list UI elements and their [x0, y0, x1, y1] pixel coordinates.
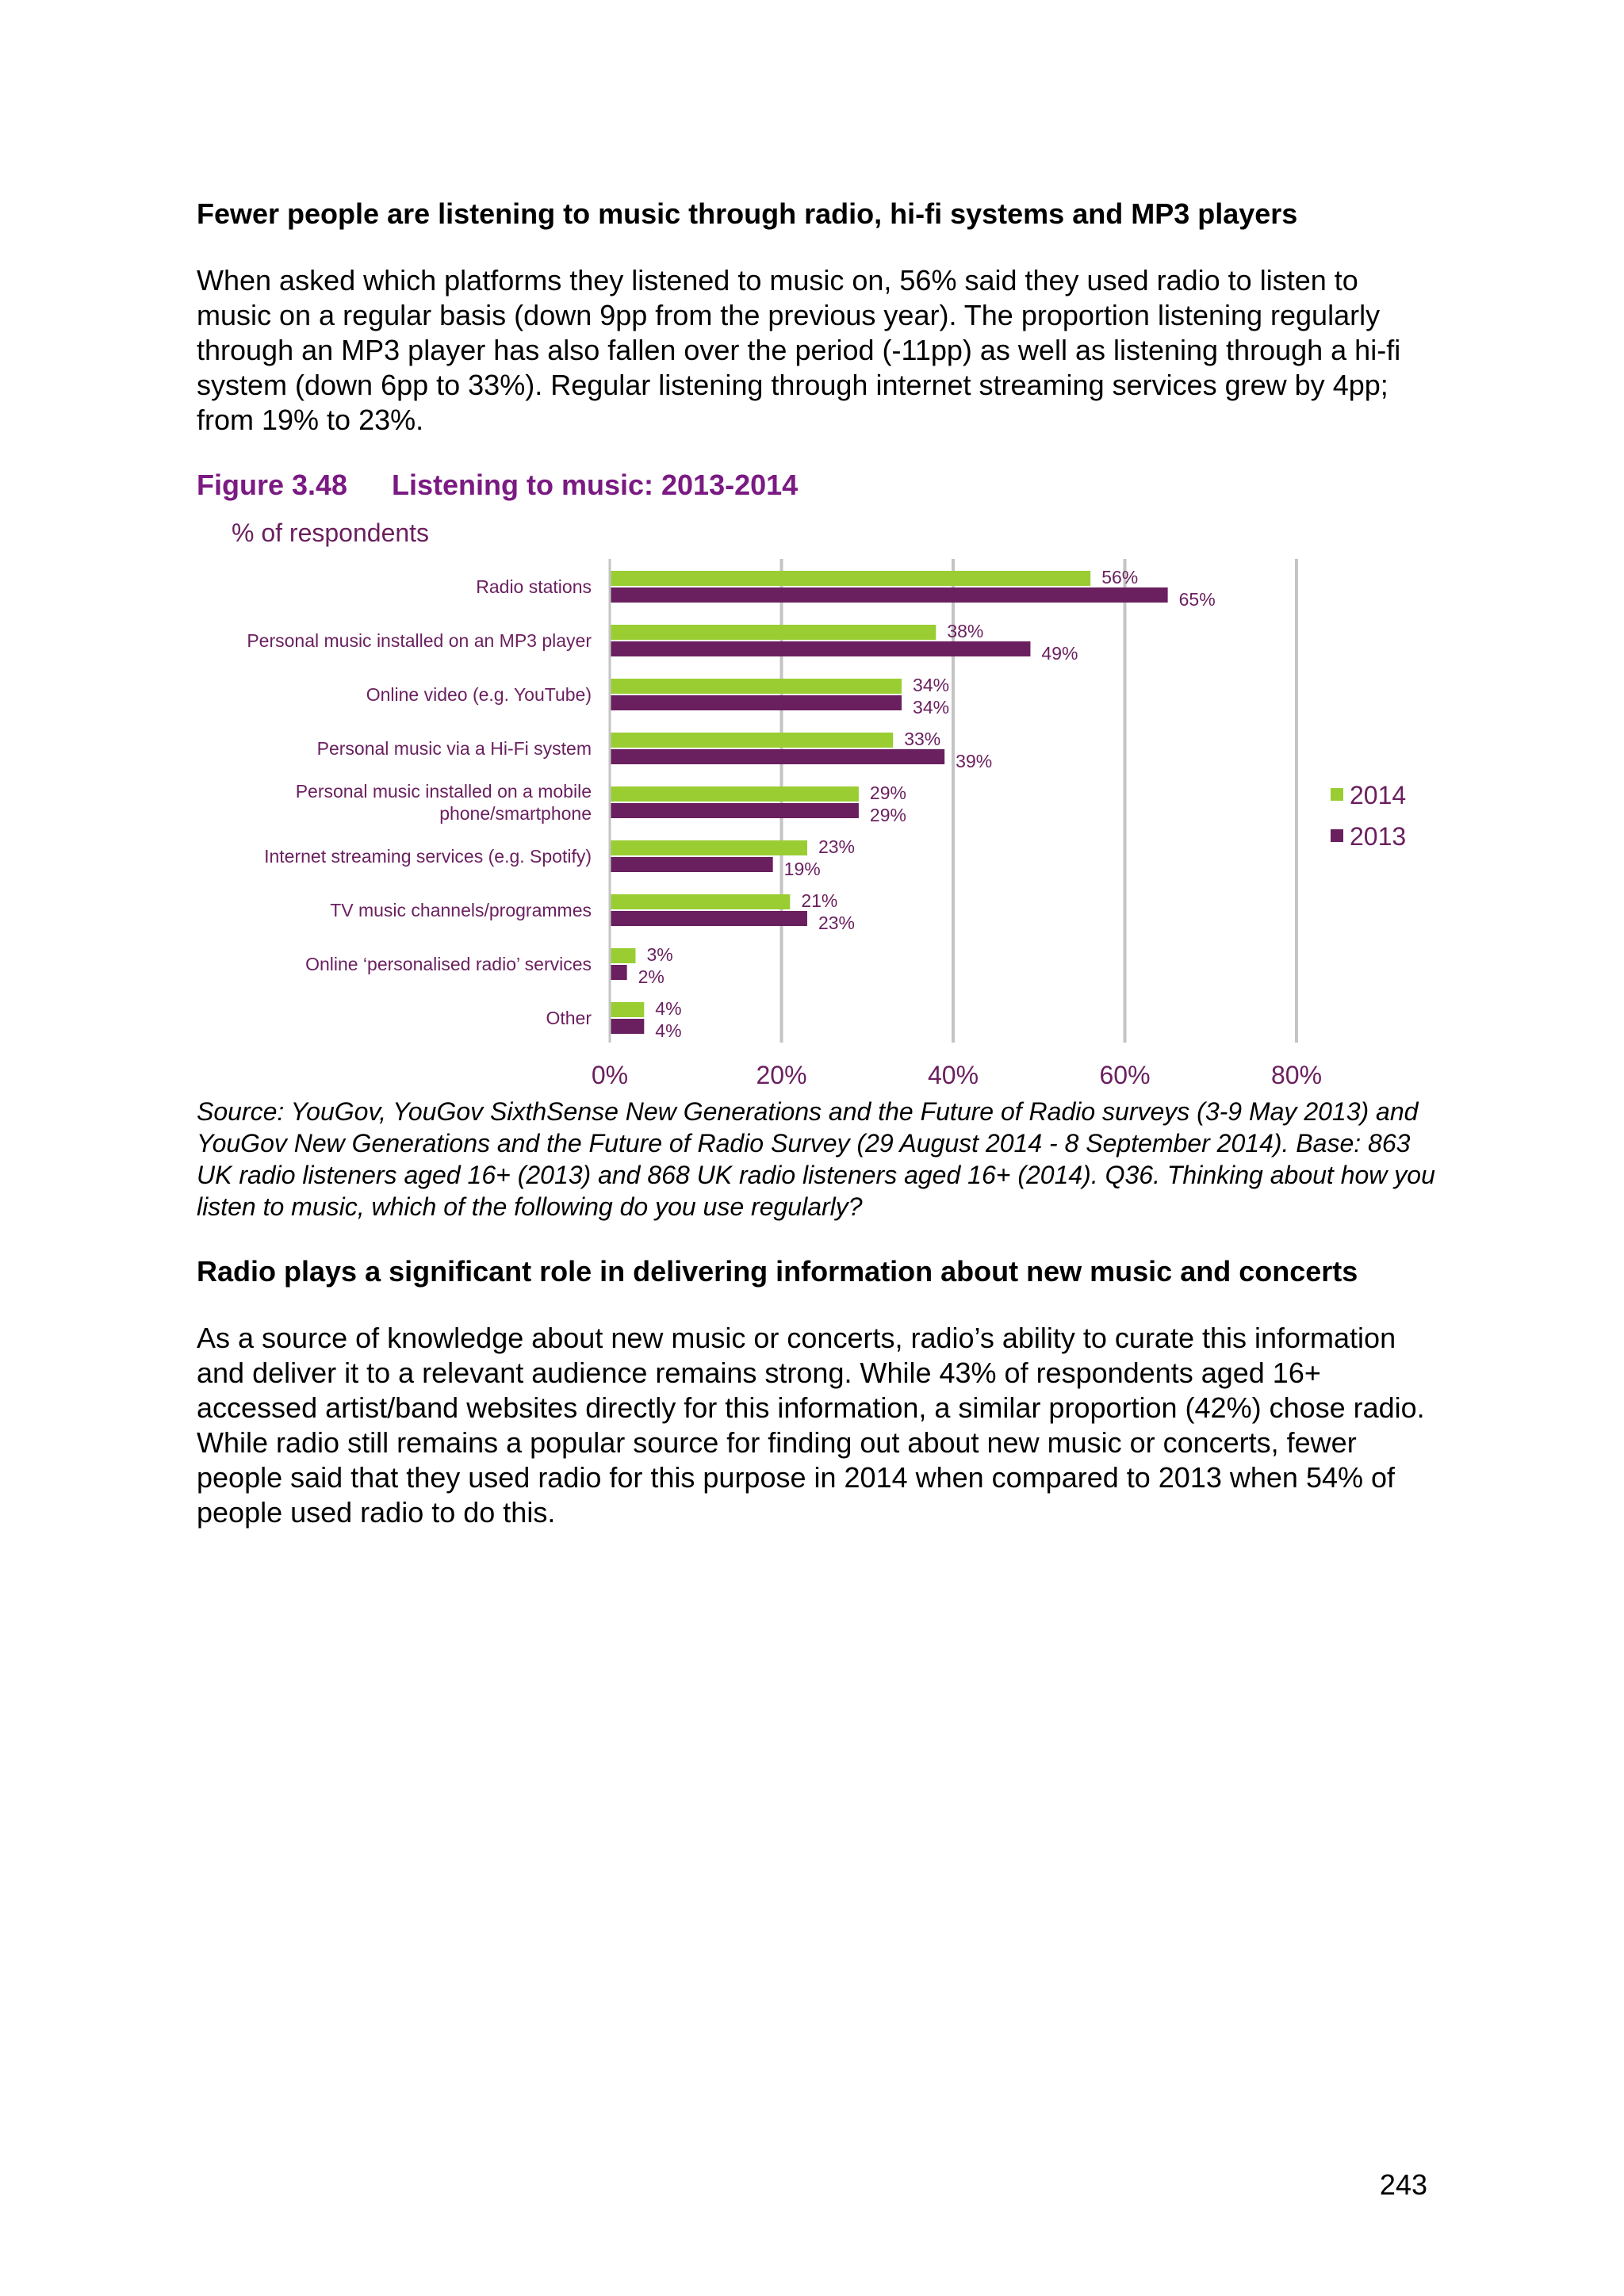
data-label-2014: 4% [655, 998, 682, 1019]
legend-label-2014: 2014 [1350, 781, 1407, 809]
category-label: Online ‘personalised radio’ services [305, 954, 592, 974]
bar-2014 [610, 571, 1090, 586]
legend-swatch-2014 [1331, 788, 1343, 801]
category-label: Personal music installed on an MP3 player [247, 630, 592, 651]
bar-2014 [610, 840, 807, 855]
data-label-2013: 39% [956, 751, 993, 771]
bar-2013 [610, 1019, 644, 1034]
bar-2013 [610, 641, 1030, 656]
data-label-2013: 23% [818, 913, 856, 933]
category-label: Internet streaming services (e.g. Spotify) [264, 846, 592, 867]
bar-2014 [610, 625, 936, 640]
data-label-2013: 34% [913, 697, 950, 718]
listening-chart [198, 519, 1435, 1106]
category-label: Online video (e.g. YouTube) [366, 684, 592, 705]
y-axis-label: % of respondents [232, 519, 430, 547]
data-label-2014: 38% [947, 621, 984, 641]
data-label-2014: 56% [1101, 567, 1139, 587]
bar-2013 [610, 749, 944, 764]
data-label-2014: 29% [869, 783, 906, 803]
data-label-2013: 49% [1041, 643, 1078, 664]
data-label-2013: 29% [869, 805, 906, 825]
chart-container [198, 519, 1435, 1106]
intro-paragraph: When asked which platforms they listened to music on, 56% said they used radio to listen to music on a regular basis (down 9pp from the previous year). The proportion listening regularly through an MP3 player has also fallen over the period (-11pp) as well as listening through a hi-fi system (down 6pp to 33%). Regular listening through internet streaming services grew by 4pp; from 19% to 23%. [197, 264, 1401, 436]
bar-2014 [610, 1002, 644, 1017]
data-label-2013: 2% [638, 966, 665, 987]
bar-2013 [610, 857, 773, 872]
section-heading-new-music: Radio plays a significant role in delivering information about new music and concerts [197, 1255, 1358, 1288]
data-label-2014: 33% [904, 729, 941, 749]
data-label-2014: 21% [801, 890, 838, 911]
figure-title [197, 468, 798, 503]
page-number: 243 [1379, 2168, 1427, 2201]
legend-swatch-2013 [1331, 829, 1343, 842]
section-heading-music-platforms: Fewer people are listening to music through radio, hi-fi systems and MP3 players [197, 197, 1298, 230]
x-tick-label: 20% [756, 1061, 807, 1089]
x-tick-label: 40% [927, 1061, 979, 1089]
legend-label-2013: 2013 [1350, 822, 1407, 851]
category-label: Other [546, 1008, 592, 1028]
bar-2014 [610, 679, 902, 694]
figure-number: Figure 3.48 [197, 469, 348, 501]
bar-2014 [610, 733, 893, 748]
data-label-2014: 23% [818, 836, 856, 857]
x-tick-label: 80% [1270, 1061, 1323, 1089]
data-label-2013: 19% [783, 859, 821, 879]
data-label-2013: 4% [655, 1020, 682, 1041]
figure-caption: Listening to music: 2013-2014 [392, 469, 799, 501]
bar-2013 [610, 587, 1168, 603]
bar-2013 [610, 695, 902, 710]
x-tick-label: 60% [1099, 1061, 1151, 1089]
data-label-2013: 65% [1178, 589, 1216, 610]
bar-2014 [610, 786, 859, 802]
data-label-2014: 3% [646, 944, 673, 965]
bar-2014 [610, 894, 790, 909]
bar-2014 [610, 948, 635, 963]
bar-2013 [610, 911, 807, 926]
source-note: Source: YouGov, YouGov SixthSense New Generations and the Future of Radio surveys (3-9 May 2013) and YouGov New Generations and the Future of Radio Survey (29 August 2014 - 8 September 2014). Base: 863 UK radio listeners aged 16+ (2013) and 868 UK radio listeners aged 16+ (2014). Q36. Thinking about how you listen to music, which of the following do you use regularly? [197, 1097, 1435, 1221]
data-label-2014: 34% [913, 675, 950, 695]
category-label: Radio stations [476, 576, 592, 597]
bar-2013 [610, 803, 859, 818]
category-label: Personal music installed on a mobile phone/smartphone [295, 781, 592, 824]
category-label: Personal music via a Hi-Fi system [316, 738, 592, 759]
body-paragraph: As a source of knowledge about new music or concerts, radio’s ability to curate this information and deliver it to a relevant audience remains strong. While 43% of respondents aged 16+ accessed artist/band websites directly for this information, a similar proportion (42%) chose radio. While radio still remains a popular source for finding out about new music or concerts, fewer people said that they used radio for this purpose in 2014 when compared to 2013 when 54% of people used radio to do this. [197, 1322, 1425, 1529]
x-tick-label: 0% [591, 1061, 629, 1089]
category-label: TV music channels/programmes [330, 900, 592, 920]
bar-2013 [610, 965, 627, 980]
